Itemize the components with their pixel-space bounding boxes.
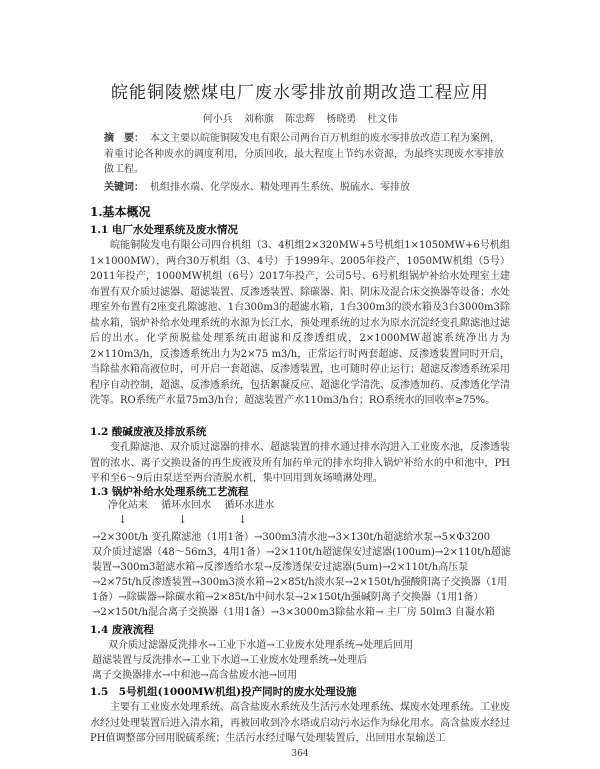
paragraph-1-5: 主要有工业废水处理系统、高含盐废水系统及生活污水处理系统、煤废水处理系统。工业废水经过处理装置后进入清水箱，再被回收到冷水塔或启动污水运作为绿化用水。高含盐废水经过PH值调整部分回用脱硫系统；生活污水经过曝气处理装置后，出回用水泵输送工: [90, 702, 510, 744]
section-heading-1-1: 1.1 电厂水处理系统及废水情况: [90, 224, 238, 236]
author-list: 何小兵 刘称旗 陈忠辉 杨晓勇 杜文伟: [202, 114, 398, 125]
paper-title: 皖能铜陵燃煤电厂废水零排放前期改造工程应用: [111, 83, 489, 103]
flow-line: →2×150t/h混合离子交换器（1用1备）→3×3000m3除盐水箱→ 主厂房 50lm3 自凝水箱: [92, 607, 495, 618]
paragraph-1-1: 皖能铜陵发电有限公司四台机组（3、4机组2×320MW+5号机组1×1050MW+6号机组1×1000MW），两台30万机组（3、4号）于1999年、2005年投产，1050MW机组（5号）2011年投产，1000MW机组（6号）2017年投产，公司5号、6号机组锅炉补给水处理室土建布置有双介质过滤器、超滤装置、反渗透装置、除碳器、阳、阴床及混合床交换器等设备；水处理室外布置有2座变孔隙滤池、1台300m3的超滤水箱，1台300m3的淡水箱及3台3000m3除盐水箱，锅炉补给水处理系统的水源为长江水，预处理系统的过水为原水沉淀经变孔隙滤池过滤后的出水。化学预脱盐处理系统由超滤和反渗透组成，2×1000MW超滤系统净出力为2×110m3/h，反渗透系统出力为2×75 m3/h，正常运行时两套超滤、反渗透装置同时开启，当除盐水箱高液位时，可开启一套超滤、反渗透装置，也可随时停止运行；超滤反渗透系统采用程序自动控制，超滤、反渗透系统，包括絮凝反应、超滤化学清洗、反渗透加药、反渗透化学清洗等。RO系统产水量75m3/h台；超滤装置产水110m3/h台；RO系统水的回收率≥75%。: [90, 240, 510, 406]
paragraph-1-2: 变孔隙滤池、双介质过滤器的排水、超滤装置的排水通过排水沟进入工业废水池，反渗透装置的浓水、离子交换设备的再生废液及所有加药单元的排水均排入锅炉补给水的中和池中，PH平和至6～9后由泵送至两台渣脱水机，集中回用到灰场喷淋处理。: [90, 442, 510, 484]
waste-flow-line: 双介质过滤器反洗排水→工业下水道→工业废水处理系统→处理后回用: [108, 640, 414, 651]
flow-line: →2×75t/h反渗透装置→300m3淡水箱→2×85t/h淡水泵→2×150t/h强酸阳离子交换器（1用: [92, 577, 508, 588]
flow-line: →2×300t/h 变孔隙滤池（1用1备）→300m3清水池→3×130t/h超滤给水泵→5×Φ3200: [92, 532, 491, 543]
waste-flow-line: 超滤装置与反洗排水→工业下水道→工业废水处理系统→处理后: [92, 655, 368, 666]
abstract-text: 本文主要以皖能铜陵发电有限公司两台百万机组的废水零排放改造工程为案例，着重讨论各种废水的调度利用，分质回收，最大程度上节约水资源，为最终实现废水零排放做工程。: [104, 133, 504, 175]
section-heading-1-5: 1.5 5号机组(1000MW机组)投产同时的废水处理设施: [90, 686, 357, 698]
flow-line: 双介质过滤器（48～56m3，4用1备）→2×110t/h超滤保安过滤器(100um)→2×110t/h超滤: [92, 547, 511, 558]
abstract-label: 摘 要：: [104, 133, 144, 144]
keywords-text: 机组排水端、化学废水、精处理再生系统、脱硫水、零排放: [150, 182, 410, 193]
flow-line: 1备）→除碳器→除碳水箱→2×85t/h中间水泵→2×150t/h强碱阴离子交换器（1用1备）: [92, 592, 484, 603]
waste-flow-line: 离子交换器排水→中和池→高含盐废水池→回用: [92, 670, 298, 681]
section-heading-1-4: 1.4 废液流程: [90, 624, 154, 636]
keywords: [104, 180, 504, 196]
page-number: 364: [291, 749, 309, 759]
section-heading-1-3: 1.3 锅炉补给水处理系统工艺流程: [90, 486, 249, 498]
section-heading-1: 1.基本概况: [90, 205, 151, 219]
abstract: [104, 131, 504, 178]
keywords-label: 关键词：: [104, 182, 144, 193]
flow-down-arrows: ↓ ↓ ↓: [118, 513, 248, 526]
flow-heads: 净化站来 循环水回水 循环水进水: [108, 500, 275, 511]
flow-line: 装置→300m3超滤水箱→反渗透给水泵→反渗透保安过滤器(5um)→2×110t/h高压泵: [92, 562, 469, 573]
section-heading-1-2: 1.2 酸碱废液及排放系统: [90, 426, 207, 438]
